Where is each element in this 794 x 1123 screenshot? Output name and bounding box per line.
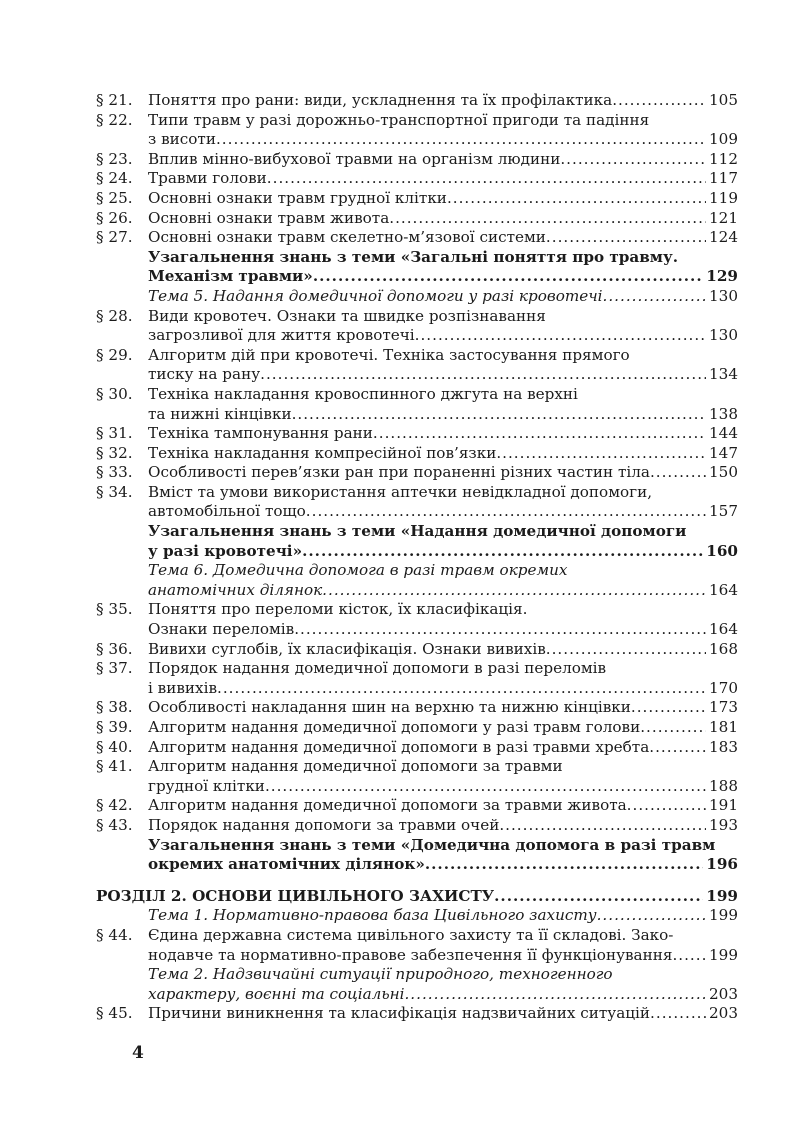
toc-entry-title-line: анатомічних ділянок	[148, 580, 323, 599]
toc-page-number: 199	[706, 886, 738, 905]
page-number: 4	[132, 1043, 144, 1063]
toc-entry[interactable]	[96, 209, 738, 229]
toc-page-number: 181	[709, 718, 738, 736]
toc-entry[interactable]	[96, 189, 738, 209]
toc-page-number: 160	[706, 541, 738, 560]
toc-entry-title-line: Вивихи суглобів, їх класифікація. Ознаки вивихів	[148, 639, 546, 658]
section-heading[interactable]	[96, 887, 738, 907]
dot-leader	[494, 887, 703, 907]
toc-entry-number: § 30.	[96, 384, 133, 403]
toc-entry-title-line: Алгоритм надання домедичної допомоги в разі травми хребта	[148, 737, 650, 756]
dot-leader	[389, 209, 706, 229]
toc-page-number: 144	[709, 424, 738, 443]
toc-page-number: 173	[709, 698, 738, 717]
dot-leader	[649, 738, 706, 758]
toc-entry[interactable]	[96, 346, 738, 385]
toc-entry[interactable]	[96, 698, 738, 718]
dot-leader	[546, 640, 706, 660]
toc-entry-number: § 33.	[96, 463, 133, 482]
toc-entry-title-line: Травми голови	[148, 169, 267, 188]
toc-entry-number: § 39.	[96, 718, 133, 736]
toc-entry-number: § 34.	[96, 482, 133, 501]
toc-entry-title-line: Механізм травми»	[148, 267, 313, 286]
toc-entry-number: § 43.	[96, 815, 133, 834]
toc-entry-number: § 32.	[96, 443, 133, 462]
toc-entry-number: § 27.	[96, 228, 133, 247]
toc-entry-number: § 24.	[96, 169, 133, 188]
toc-entry[interactable]	[96, 659, 738, 698]
toc-italic-entry[interactable]	[96, 906, 738, 926]
dot-leader	[216, 130, 706, 150]
toc-entry-title-line: Узагальнення знань з теми «Загальні поняття про травму.	[148, 247, 679, 266]
toc-entry-title-line: Особливості накладання шин на верхню та нижню кінцівки	[148, 698, 631, 717]
toc-entry-number: § 28.	[96, 306, 133, 325]
toc-entry[interactable]	[96, 444, 738, 464]
dot-leader	[627, 796, 706, 816]
toc-entry[interactable]	[96, 463, 738, 483]
toc-italic-entry[interactable]	[96, 287, 738, 307]
toc-entry[interactable]	[96, 796, 738, 816]
toc-entry-title-line: Поняття про переломи кісток, їх класифікація.	[148, 600, 528, 619]
toc-entry[interactable]	[96, 483, 738, 522]
toc-entry-title-line: Основні ознаки травм грудної клітки	[148, 188, 447, 207]
toc-entry-number: § 45.	[96, 1004, 133, 1023]
toc-entry-title-line: автомобільної тощо	[148, 502, 306, 521]
dot-leader	[217, 679, 706, 699]
toc-entry-title-line: Тема 2. Надзвичайні ситуації природного, техногенного	[148, 965, 613, 984]
toc-entry[interactable]	[96, 816, 738, 836]
toc-entry[interactable]	[96, 228, 738, 248]
toc-entry-title-line: Єдина державна система цивільного захисту та її складові. Зако-	[148, 925, 674, 944]
dot-leader	[597, 906, 706, 926]
toc-entry-title-line: Поняття про рани: види, ускладнення та їх профілактика	[148, 91, 613, 109]
toc-entry[interactable]	[96, 424, 738, 444]
toc-entry-title-line: та нижні кінцівки	[148, 404, 292, 423]
toc-entry-title-line: Тема 6. Домедична допомога в разі травм окремих	[148, 561, 568, 580]
toc-entry-title-line: Типи травм у разі дорожньо-транспортної пригоди та падіння	[148, 110, 650, 129]
toc-bold-entry[interactable]	[96, 522, 738, 561]
toc-entry-number: § 21.	[96, 91, 133, 109]
toc-page-number: 129	[706, 267, 738, 286]
toc-entry-title-line: Вплив мінно-вибухової травми на організм людини	[148, 149, 561, 168]
dot-leader	[650, 463, 706, 483]
toc-entry-number: § 35.	[96, 600, 133, 619]
toc-entry-title-line: Вміст та умови використання аптечки невідкладної допомоги,	[148, 482, 653, 501]
toc-page-number: 188	[709, 776, 738, 795]
toc-page-number: 130	[709, 286, 738, 305]
toc-entry-number: § 23.	[96, 149, 133, 168]
toc-entry-title-line: і вивихів	[148, 678, 218, 697]
dot-leader	[415, 326, 706, 346]
toc-entry-title-line: загрозливої для життя кровотечі	[148, 326, 415, 345]
toc-page-number: 193	[709, 815, 738, 834]
section-gap	[96, 875, 738, 887]
toc-entry-title-line: Алгоритм надання домедичної допомоги у разі травм голови	[148, 718, 641, 736]
toc-entry-title-line: Техніка накладання компресійної пов’язки	[148, 443, 497, 462]
dot-leader	[322, 581, 706, 601]
dot-leader	[612, 91, 706, 111]
toc-entry[interactable]	[96, 757, 738, 796]
toc-page-number: 138	[709, 404, 738, 423]
toc-entry-title-line: з висоти	[148, 130, 216, 149]
toc-entry-title-line: Техніка тампонування рани	[148, 424, 373, 443]
dot-leader	[306, 502, 706, 522]
toc-page-number: 199	[709, 945, 738, 964]
toc-bold-entry[interactable]	[96, 836, 738, 875]
toc-entry-number: § 26.	[96, 208, 133, 227]
toc-entry-title-line: окремих анатомічних ділянок»	[148, 855, 425, 874]
toc-entry[interactable]	[96, 169, 738, 189]
toc-entry-number: § 25.	[96, 188, 133, 207]
toc-entry-title-line: Види кровотеч. Ознаки та швидке розпізнавання	[148, 306, 546, 325]
toc-entry-title-line: Ознаки переломів	[148, 620, 295, 639]
toc-entry-title-line: РОЗДІЛ 2. ОСНОВИ ЦИВІЛЬНОГО ЗАХИСТУ	[96, 886, 495, 905]
dot-leader	[294, 620, 706, 640]
dot-leader	[260, 365, 706, 385]
toc-entry-title-line: Основні ознаки травм живота	[148, 208, 390, 227]
toc-page-number: 203	[709, 1004, 738, 1023]
toc-entry-title-line: Основні ознаки травм скелетно-м’язової системи	[148, 228, 546, 247]
dot-leader	[265, 777, 706, 797]
toc-entry[interactable]	[96, 738, 738, 758]
toc-entry-number: § 40.	[96, 737, 133, 756]
toc-page-number: 203	[709, 984, 738, 1003]
toc-entry[interactable]	[96, 1004, 738, 1024]
toc-entry[interactable]	[96, 926, 738, 965]
toc-page-number: 157	[709, 502, 738, 521]
toc-page-number: 147	[709, 443, 738, 462]
toc-entry[interactable]	[96, 718, 738, 738]
toc-page-number: 112	[709, 149, 738, 168]
toc-page-number: 170	[709, 678, 738, 697]
toc-entry-title-line: Алгоритм надання домедичної допомоги за травми живота	[148, 796, 627, 815]
toc-entry-number: § 44.	[96, 925, 133, 944]
toc-entry-title-line: характеру, воєнні та соціальні	[148, 984, 405, 1003]
toc-entry-number: § 41.	[96, 757, 133, 776]
toc-entry-title-line: тиску на рану	[148, 365, 261, 384]
toc-page-number: 134	[709, 365, 738, 384]
toc-entry-title-line: Порядок надання допомоги за травми очей	[148, 815, 500, 834]
toc-entry-title-line: Порядок надання домедичної допомоги в разі переломів	[148, 659, 607, 678]
toc-page-number: 164	[709, 620, 738, 639]
dot-leader	[373, 424, 706, 444]
toc-entry[interactable]	[96, 385, 738, 424]
toc-entry-number: § 37.	[96, 659, 133, 678]
toc-entry-title-line: у разі кровотечі»	[148, 541, 303, 560]
toc-page-number: 191	[709, 796, 738, 815]
toc-entry[interactable]	[96, 307, 738, 346]
table-of-contents	[96, 91, 738, 1024]
dot-leader	[672, 946, 706, 966]
toc-entry[interactable]	[96, 150, 738, 170]
toc-entry-number: § 38.	[96, 698, 133, 717]
dot-leader	[313, 267, 703, 287]
toc-page-number: 109	[709, 130, 738, 149]
toc-entry-title-line: Тема 1. Нормативно-правова база Цивільного захисту	[148, 906, 597, 925]
toc-bold-entry[interactable]	[96, 248, 738, 287]
toc-entry-number: § 31.	[96, 424, 133, 443]
toc-page-number: 117	[709, 169, 738, 188]
toc-page-number: 124	[709, 228, 738, 247]
toc-page-number: 164	[709, 580, 738, 599]
toc-page-number: 130	[709, 326, 738, 345]
toc-entry[interactable]	[96, 111, 738, 150]
dot-leader	[603, 287, 706, 307]
toc-entry-title-line: Узагальнення знань з теми «Домедична допомога в разі травм	[148, 835, 716, 854]
toc-entry-title-line: грудної клітки	[148, 776, 265, 795]
toc-page-number: 168	[709, 639, 738, 658]
dot-leader	[425, 855, 703, 875]
toc-page-number: 199	[709, 906, 738, 925]
toc-entry-title-line: Алгоритм надання домедичної допомоги за травми	[148, 757, 563, 776]
toc-entry[interactable]	[96, 91, 738, 111]
dot-leader	[546, 228, 706, 248]
toc-page-number: 150	[709, 463, 738, 482]
dot-leader	[560, 150, 706, 170]
toc-entry-title-line: нодавче та нормативно-правове забезпечення її функціонування	[148, 945, 673, 964]
toc-entry-title-line: Техніка накладання кровоспинного джгута на верхні	[148, 384, 578, 403]
dot-leader	[302, 542, 703, 562]
toc-italic-entry[interactable]	[96, 561, 738, 600]
dot-leader	[404, 985, 706, 1005]
dot-leader	[499, 816, 706, 836]
dot-leader	[292, 405, 706, 425]
dot-leader	[267, 169, 706, 189]
toc-entry[interactable]	[96, 600, 738, 639]
toc-entry-title-line: Узагальнення знань з теми «Надання домедичної допомоги	[148, 522, 687, 541]
dot-leader	[640, 718, 706, 738]
toc-entry-title-line: Причини виникнення та класифікація надзвичайних ситуацій	[148, 1004, 651, 1023]
dot-leader	[496, 444, 706, 464]
toc-page-number: 183	[709, 737, 738, 756]
toc-page-number: 119	[709, 188, 738, 207]
toc-entry[interactable]	[96, 640, 738, 660]
dot-leader	[447, 189, 706, 209]
toc-entry-title-line: Алгоритм дій при кровотечі. Техніка застосування прямого	[148, 345, 630, 364]
toc-entry-number: § 36.	[96, 639, 133, 658]
toc-italic-entry[interactable]	[96, 965, 738, 1004]
toc-entry-number: § 42.	[96, 796, 133, 815]
toc-entry-number: § 22.	[96, 110, 133, 129]
toc-page-number: 196	[706, 855, 738, 874]
toc-page-number: 121	[709, 208, 738, 227]
dot-leader	[650, 1004, 706, 1024]
dot-leader	[631, 698, 706, 718]
toc-entry-title-line: Особливості перев’язки ран при пораненні різних частин тіла	[148, 463, 650, 482]
toc-entry-number: § 29.	[96, 345, 133, 364]
toc-entry-title-line: Тема 5. Надання домедичної допомоги у разі кровотечі	[148, 286, 603, 305]
toc-page-number: 105	[709, 91, 738, 109]
